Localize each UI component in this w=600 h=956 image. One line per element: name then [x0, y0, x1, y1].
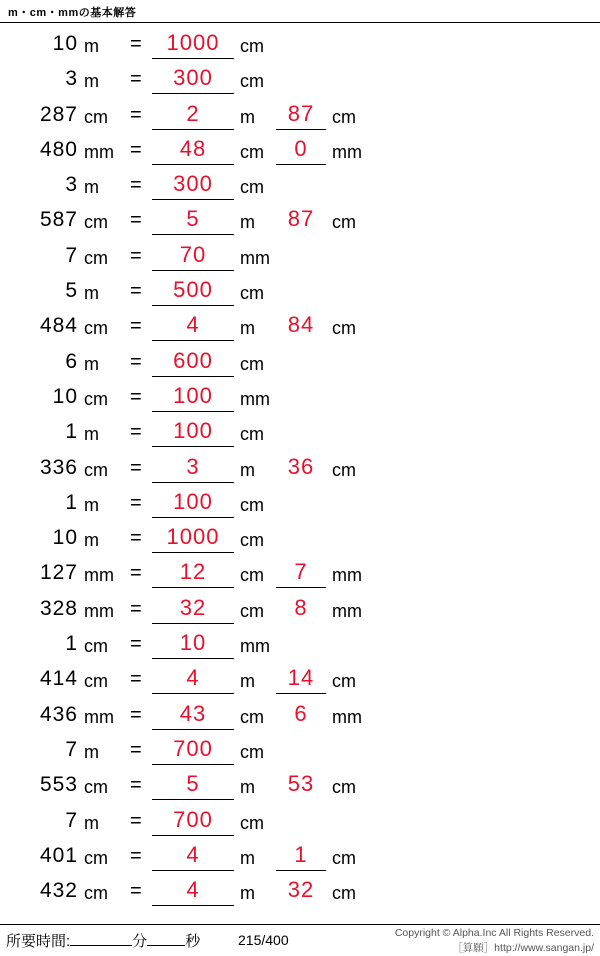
equals-sign: = — [130, 703, 142, 726]
middle-unit: cm — [240, 741, 264, 762]
left-value: 7 — [65, 737, 78, 761]
answer-field-secondary[interactable]: 36 — [287, 453, 315, 479]
left-unit: m — [84, 353, 99, 374]
left-value: 1 — [65, 420, 78, 444]
header-divider — [0, 22, 600, 23]
left-unit: cm — [84, 106, 108, 127]
problem-row — [0, 99, 600, 134]
answer-field-primary[interactable]: 700 — [152, 805, 234, 836]
left-value: 1 — [65, 632, 78, 656]
middle-unit: m — [240, 212, 255, 233]
problem-row — [0, 28, 600, 63]
middle-unit: mm — [240, 247, 270, 268]
problem-row — [0, 416, 600, 451]
right-unit: cm — [332, 459, 356, 480]
equals-sign: = — [130, 138, 142, 161]
equals-sign: = — [130, 633, 142, 656]
problem-row — [0, 240, 600, 275]
answer-field-secondary[interactable]: 8 — [294, 594, 308, 620]
right-unit: cm — [332, 671, 356, 692]
right-unit: mm — [332, 600, 362, 621]
left-unit: m — [84, 36, 99, 56]
left-value: 6 — [65, 349, 78, 373]
answer-field-secondary[interactable]: 87 — [276, 99, 326, 130]
middle-unit: m — [240, 671, 255, 692]
answer-field-secondary[interactable]: 0 — [276, 134, 326, 165]
equals-sign: = — [130, 668, 142, 691]
seconds-blank[interactable] — [147, 945, 185, 946]
middle-unit: cm — [240, 530, 264, 551]
middle-unit: m — [240, 459, 255, 480]
middle-unit: mm — [240, 388, 270, 409]
left-value: 10 — [52, 526, 78, 550]
left-unit: m — [84, 741, 99, 762]
left-unit: m — [84, 424, 99, 445]
answer-field-primary[interactable]: 5 — [152, 769, 234, 800]
problem-row — [0, 557, 600, 592]
right-unit: cm — [332, 847, 356, 868]
left-value: 7 — [65, 808, 78, 832]
right-unit: cm — [332, 106, 356, 127]
left-unit: mm — [84, 600, 114, 621]
page-number: 215/400 — [238, 932, 289, 948]
problem-row — [0, 346, 600, 381]
equals-sign: = — [130, 68, 142, 91]
problem-row — [0, 452, 600, 487]
left-value: 484 — [39, 314, 78, 338]
left-value: 127 — [39, 561, 78, 585]
minutes-unit: 分 — [132, 933, 148, 950]
time-field — [6, 930, 200, 951]
equals-sign: = — [130, 421, 142, 444]
answer-field-secondary[interactable]: 53 — [287, 771, 315, 797]
answer-field-secondary[interactable]: 1 — [276, 840, 326, 871]
middle-unit: cm — [240, 424, 264, 445]
middle-unit: cm — [240, 353, 264, 374]
page-title: m・cm・mmの基本解答 — [8, 7, 137, 19]
left-unit: cm — [84, 671, 108, 692]
answer-field-primary[interactable]: 1000 — [152, 522, 234, 553]
left-value: 587 — [39, 208, 78, 232]
left-value: 287 — [39, 102, 78, 126]
left-value: 328 — [39, 596, 78, 620]
left-unit: mm — [84, 141, 114, 162]
right-unit: mm — [332, 565, 362, 586]
problem-row — [0, 875, 600, 910]
site-url: ［算願］http://www.sangan.jp/ — [452, 942, 594, 954]
problem-row — [0, 663, 600, 698]
problem-row — [0, 769, 600, 804]
equals-sign: = — [130, 562, 142, 585]
middle-unit: m — [240, 847, 255, 868]
left-value: 7 — [65, 243, 78, 267]
middle-unit: cm — [240, 812, 264, 833]
left-unit: cm — [84, 883, 108, 904]
answer-field-primary[interactable]: 100 — [152, 487, 234, 518]
answer-field-primary[interactable]: 10 — [152, 628, 234, 659]
equals-sign: = — [130, 597, 142, 620]
answer-field-primary[interactable]: 3 — [152, 452, 234, 483]
left-value: 1 — [65, 490, 78, 514]
middle-unit: cm — [240, 494, 264, 515]
middle-unit: m — [240, 318, 255, 339]
left-value: 10 — [52, 32, 78, 55]
equals-sign: = — [130, 774, 142, 797]
middle-unit: m — [240, 777, 255, 798]
equals-sign: = — [130, 280, 142, 303]
answer-field-secondary[interactable]: 6 — [294, 700, 308, 726]
equals-sign: = — [130, 809, 142, 832]
problem-row — [0, 310, 600, 345]
equals-sign: = — [130, 527, 142, 550]
left-unit: cm — [84, 459, 108, 480]
left-unit: m — [84, 494, 99, 515]
problem-row — [0, 381, 600, 416]
problem-row — [0, 487, 600, 522]
problem-row — [0, 204, 600, 239]
equals-sign: = — [130, 315, 142, 338]
middle-unit: m — [240, 883, 255, 904]
problem-row — [0, 734, 600, 769]
equals-sign: = — [130, 244, 142, 267]
equals-sign: = — [130, 880, 142, 903]
right-unit: cm — [332, 318, 356, 339]
answer-field-primary[interactable]: 600 — [152, 346, 234, 377]
answer-field-primary[interactable]: 2 — [152, 99, 234, 130]
answer-field-secondary[interactable]: 84 — [287, 312, 315, 338]
equals-sign: = — [130, 209, 142, 232]
answer-field-primary[interactable]: 700 — [152, 734, 234, 765]
answer-field-primary[interactable]: 100 — [152, 381, 234, 412]
middle-unit: cm — [240, 600, 264, 621]
middle-unit: cm — [240, 706, 264, 727]
answer-field-primary[interactable]: 70 — [152, 240, 234, 271]
answer-field-secondary[interactable]: 87 — [287, 206, 315, 232]
answer-field-secondary[interactable]: 7 — [276, 557, 326, 588]
middle-unit: m — [240, 106, 255, 127]
left-value: 401 — [39, 843, 78, 867]
right-unit: cm — [332, 883, 356, 904]
left-unit: cm — [84, 318, 108, 339]
equals-sign: = — [130, 350, 142, 373]
middle-unit: cm — [240, 71, 264, 92]
answer-field-primary[interactable]: 32 — [152, 593, 234, 624]
seconds-unit: 秒 — [185, 933, 201, 950]
problem-list — [0, 28, 600, 910]
left-unit: cm — [84, 636, 108, 657]
middle-unit: cm — [240, 177, 264, 198]
answer-field-primary[interactable]: 500 — [152, 275, 234, 306]
left-value: 3 — [65, 67, 78, 91]
left-value: 5 — [65, 279, 78, 303]
left-unit: cm — [84, 847, 108, 868]
left-unit: m — [84, 283, 99, 304]
answer-field-primary[interactable]: 300 — [152, 63, 234, 94]
equals-sign: = — [130, 385, 142, 408]
left-unit: m — [84, 812, 99, 833]
answer-field-primary[interactable]: 100 — [152, 416, 234, 447]
equals-sign: = — [130, 33, 142, 55]
minutes-blank[interactable] — [70, 945, 132, 946]
left-value: 3 — [65, 173, 78, 197]
equals-sign: = — [130, 844, 142, 867]
copyright-block — [395, 926, 594, 956]
answer-field-primary[interactable]: 43 — [152, 699, 234, 730]
problem-row — [0, 699, 600, 734]
answer-field-primary[interactable]: 4 — [152, 840, 234, 871]
middle-unit: cm — [240, 36, 264, 56]
answer-field-primary[interactable]: 300 — [152, 169, 234, 200]
middle-unit: mm — [240, 636, 270, 657]
problem-row — [0, 63, 600, 98]
answer-field-primary[interactable]: 5 — [152, 204, 234, 235]
left-unit: mm — [84, 706, 114, 727]
left-value: 432 — [39, 879, 78, 903]
equals-sign: = — [130, 491, 142, 514]
problem-row — [0, 593, 600, 628]
left-value: 414 — [39, 667, 78, 691]
footer-divider — [0, 924, 600, 925]
left-value: 480 — [39, 137, 78, 161]
answer-field-primary[interactable]: 1000 — [152, 28, 234, 59]
equals-sign: = — [130, 103, 142, 126]
left-unit: cm — [84, 777, 108, 798]
left-value: 10 — [52, 384, 78, 408]
answer-field-primary[interactable]: 12 — [152, 557, 234, 588]
right-unit: cm — [332, 777, 356, 798]
problem-row — [0, 134, 600, 169]
answer-field-primary[interactable]: 4 — [152, 663, 234, 694]
problem-row — [0, 169, 600, 204]
left-unit: m — [84, 71, 99, 92]
copyright-text: Copyright © Alpha.Inc All Rights Reserved. — [394, 927, 594, 939]
answer-field-primary[interactable]: 4 — [152, 875, 234, 906]
time-label: 所要時間: — [6, 933, 71, 950]
problem-row — [0, 628, 600, 663]
left-value: 436 — [39, 702, 78, 726]
middle-unit: cm — [240, 141, 264, 162]
left-unit: cm — [84, 388, 108, 409]
answer-field-primary[interactable]: 4 — [152, 310, 234, 341]
left-unit: cm — [84, 247, 108, 268]
answer-field-secondary[interactable]: 32 — [287, 877, 315, 903]
problem-row — [0, 805, 600, 840]
answer-field-secondary[interactable]: 14 — [276, 663, 326, 694]
middle-unit: cm — [240, 283, 264, 304]
right-unit: mm — [332, 706, 362, 727]
equals-sign: = — [130, 174, 142, 197]
right-unit: mm — [332, 141, 362, 162]
right-unit: cm — [332, 212, 356, 233]
left-value: 336 — [39, 455, 78, 479]
left-unit: cm — [84, 212, 108, 233]
left-unit: m — [84, 177, 99, 198]
equals-sign: = — [130, 456, 142, 479]
middle-unit: cm — [240, 565, 264, 586]
equals-sign: = — [130, 738, 142, 761]
left-value: 553 — [39, 773, 78, 797]
problem-row — [0, 522, 600, 557]
left-unit: mm — [84, 565, 114, 586]
left-unit: m — [84, 530, 99, 551]
problem-row — [0, 840, 600, 875]
problem-row — [0, 275, 600, 310]
answer-field-primary[interactable]: 48 — [152, 134, 234, 165]
